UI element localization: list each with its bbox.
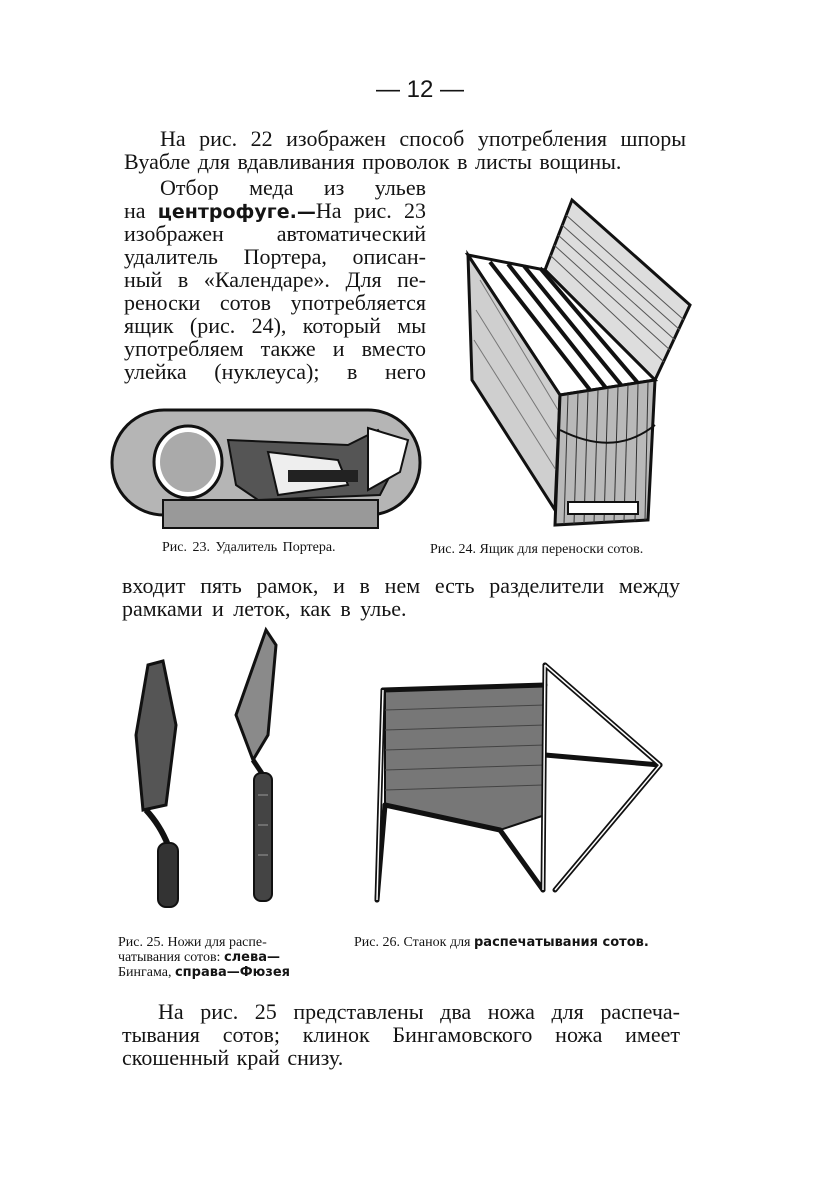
caption-bold: распечатывания сотов. xyxy=(474,935,649,950)
figure-25-knives-illustration xyxy=(118,625,298,915)
caption-line xyxy=(118,950,290,965)
text-line: входит пять рамок, и в нем есть разделители между xyxy=(122,573,680,598)
caption-text: Рис. 26. Станок для xyxy=(354,935,471,950)
figure-26-caption xyxy=(354,935,649,950)
caption-bold: слева— xyxy=(223,950,280,965)
text-line: На рис. 22 изображен способ употребления шпоры xyxy=(160,126,686,151)
figure-24-box-illustration xyxy=(450,180,700,540)
figure-26-stand-illustration xyxy=(365,655,675,915)
text-line: ящик (рис. 24), который мы xyxy=(124,313,426,338)
text-line: Отбор меда из ульев xyxy=(160,175,426,200)
text-run: на xyxy=(124,198,146,223)
paragraph-3 xyxy=(122,574,680,620)
text-line: реноски сотов употребляется xyxy=(124,290,426,315)
text-line: рамками и леток, как в улье. xyxy=(122,596,407,621)
page-number: — 12 — xyxy=(375,76,465,103)
paragraph-2 xyxy=(124,176,426,383)
text-line: употребляем также и вместо xyxy=(124,336,426,361)
caption-text: Бингама, xyxy=(118,965,172,980)
figure-25-caption xyxy=(118,935,290,980)
bold-term: центрофуге.— xyxy=(157,201,316,223)
figure-24-caption: Рис. 24. Ящик для переноски сотов. xyxy=(430,542,644,557)
text-line: На рис. 25 представлены два ножа для распеча- xyxy=(158,999,680,1024)
caption-bold: справа—Фюзея xyxy=(174,965,290,980)
text-line: скошенный край снизу. xyxy=(122,1045,344,1070)
caption-line xyxy=(118,965,290,980)
paragraph-1 xyxy=(124,127,686,173)
figure-23-porter-escape-illustration xyxy=(108,400,426,536)
text-line: ный в «Календаре». Для пе- xyxy=(124,267,426,292)
text-line: Вуабле для вдавливания проволок в листы вощины. xyxy=(124,149,622,174)
figure-23-caption: Рис. 23. Удалитель Портера. xyxy=(162,540,336,555)
text-line: изображен автоматический xyxy=(124,221,426,246)
paragraph-4 xyxy=(122,1000,680,1069)
text-line: улейка (нуклеуса); в него xyxy=(124,359,426,384)
caption-line: Рис. 25. Ножи для распе- xyxy=(118,935,267,950)
text-line: тывания сотов; клинок Бингамовского ножа имеет xyxy=(122,1022,680,1047)
text-line: удалитель Портера, описан- xyxy=(124,244,426,269)
text-run: На рис. 23 xyxy=(315,198,426,223)
caption-text: чатывания сотов: xyxy=(118,950,221,965)
text-line xyxy=(124,199,426,222)
